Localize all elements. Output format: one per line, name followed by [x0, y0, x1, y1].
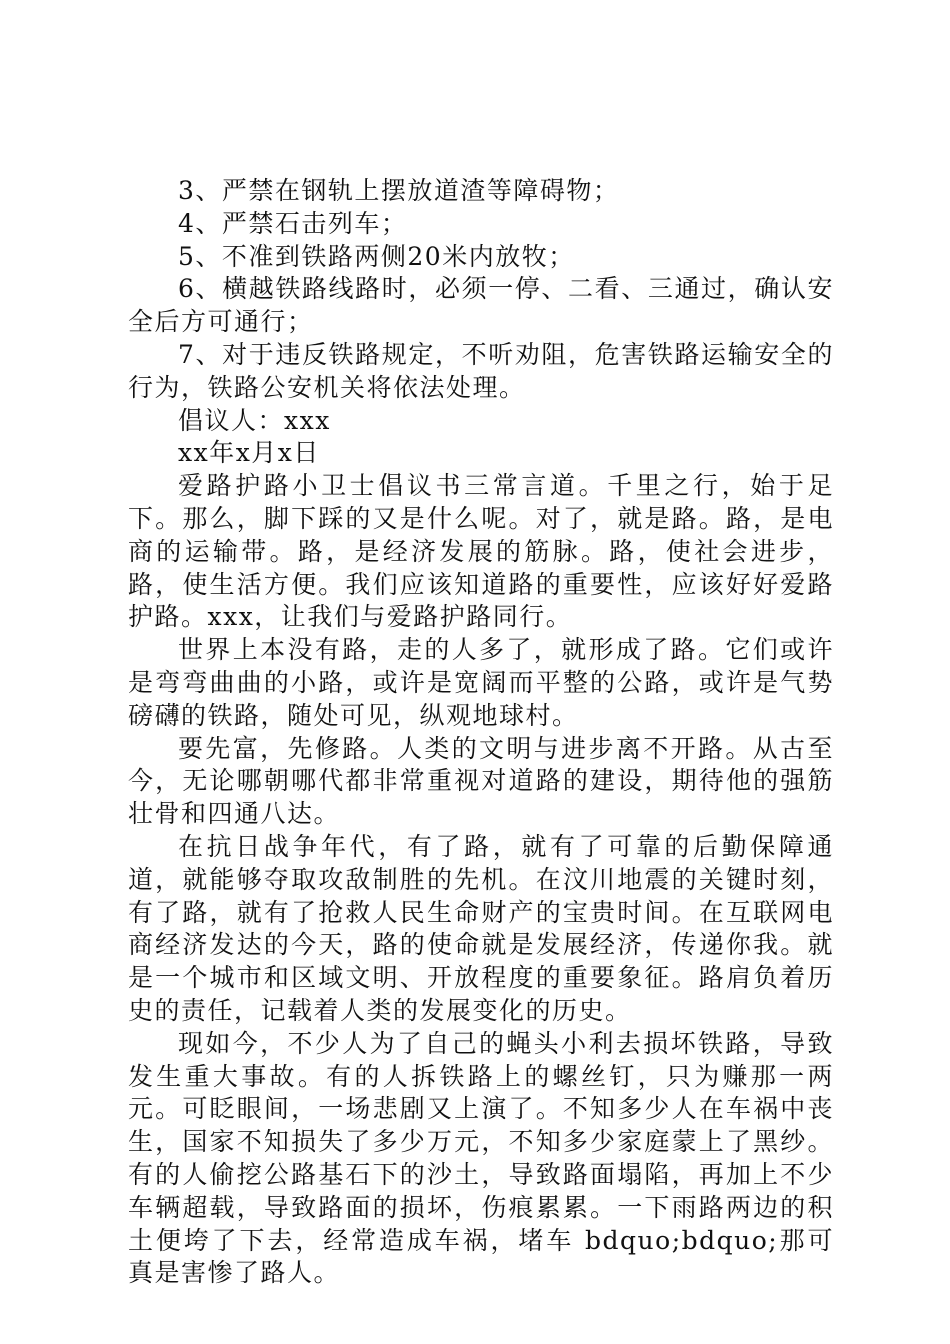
paragraph-intro: 爱路护路小卫士倡议书三常言道。千里之行，始于足下。那么，脚下踩的又是什么呢。对了，就是路。路，是电商的运输带。路，是经济发展的筋脉。路，使社会进步，路，使生活方便。我们应该知道路的重要性，应该好好爱路护路。xxx，让我们与爱路护路同行。 — [128, 471, 834, 632]
date-line: xx年x月x日 — [178, 438, 320, 468]
document-body — [128, 175, 834, 1290]
paragraph-rule-7: 7、对于违反铁路规定，不听劝阻，危害铁路运输安全的行为，铁路公安机关将依法处理。 — [128, 339, 834, 402]
paragraph-damage: 现如今，不少人为了自己的蝇头小利去损坏铁路，导致发生重大事故。有的人拆铁路上的螺丝钉，只为赚那一两元。可眨眼间，一场悲剧又上演了。不知多少人在车祸中丧生，国家不知损失了多少万元，不知多少家庭蒙上了黑纱。有的人偷挖公路基石下的沙土，导致路面塌陷，再加上不少车辆超载，导致路面的损坏，伤痕累累。一下雨路两边的积土便垮了下去，经常造成车祸，堵车 bdquo;bdquo;那可真是害惨了路人。 — [128, 1028, 834, 1288]
paragraph-rule-3: 3、严禁在钢轨上摆放道渣等障碍物； — [178, 176, 620, 205]
paragraph-rule-5: 5、不准到铁路两侧20米内放牧； — [178, 241, 575, 271]
paragraph-build-roads: 要先富，先修路。人类的文明与进步离不开路。从古至今，无论哪朝哪代都非常重视对道路的建设，期待他的强筋壮骨和四通八达。 — [128, 733, 834, 829]
paragraph-rule-6: 6、横越铁路线路时，必须一停、二看、三通过，确认安全后方可通行； — [128, 274, 834, 337]
initiator-line: 倡议人：xxx — [178, 405, 331, 435]
paragraph-history: 在抗日战争年代，有了路，就有了可靠的后勤保障通道，就能够夺取攻敌制胜的先机。在汶川地震的关键时刻，有了路，就有了抢救人民生命财产的宝贵时间。在互联网电商经济发达的今天，路的使命就是发展经济，传递你我。就是一个城市和区域文明、开放程度的重要象征。路肩负着历史的责任，记载着人类的发展变化的历史。 — [128, 831, 834, 1025]
paragraph-rule-4: 4、严禁石击列车； — [178, 208, 408, 238]
paragraph-roads-world: 世界上本没有路，走的人多了，就形成了路。它们或许是弯弯曲曲的小路，或许是宽阔而平整的公路，或许是气势磅礴的铁路，随处可见，纵观地球村。 — [128, 635, 834, 730]
